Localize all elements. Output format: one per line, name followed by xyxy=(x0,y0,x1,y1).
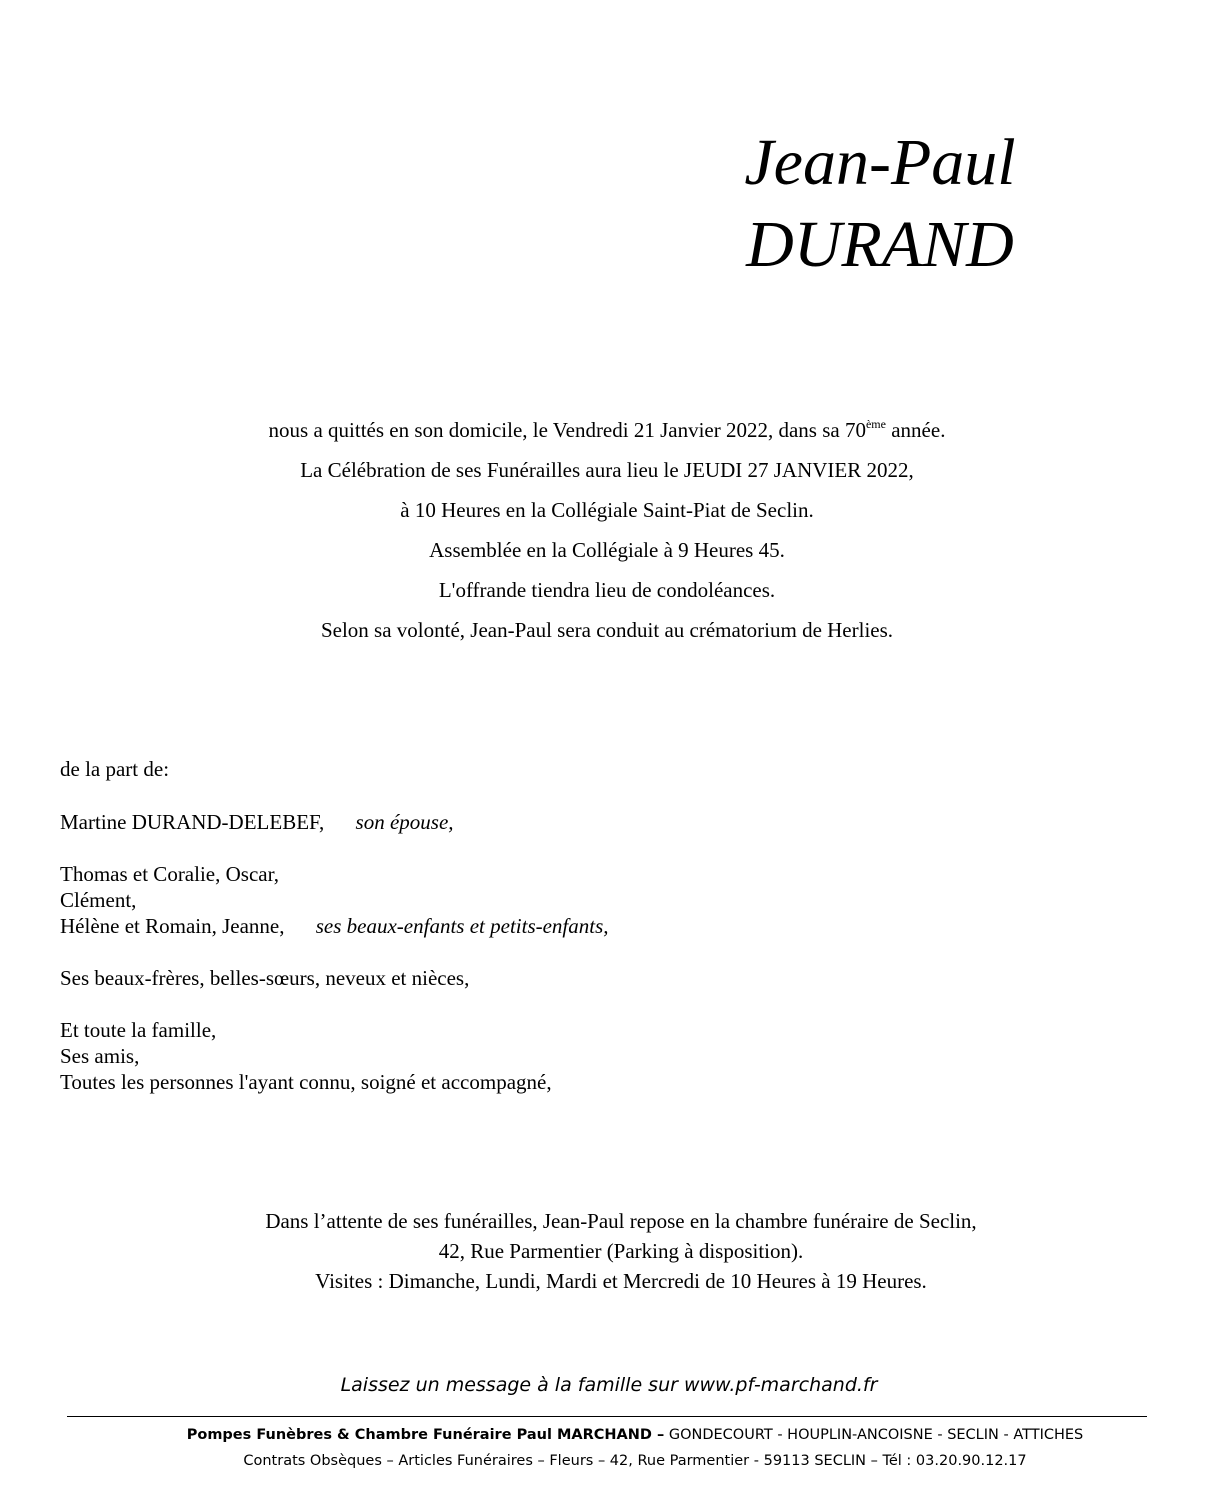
family-children-line-2: Clément, xyxy=(60,888,137,912)
footer-divider xyxy=(67,1416,1147,1417)
visits-line-rest: Dans l’attente de ses funérailles, Jean-Paul repose en la chambre funéraire de Seclin, xyxy=(265,1209,977,1233)
children-relation: ses beaux-enfants et petits-enfants, xyxy=(315,914,609,938)
deceased-first-name: Jean-Paul xyxy=(744,126,1016,199)
announcement-line-celebration: La Célébration de ses Funérailles aura lieu le JEUDI 27 JANVIER 2022, xyxy=(300,458,914,482)
ordinal-suffix: ème xyxy=(865,417,886,431)
announcement-line-assembly: Assemblée en la Collégiale à 9 Heures 45. xyxy=(429,538,785,562)
family-intro: de la part de: xyxy=(60,757,170,781)
announcement-line-crematorium: Selon sa volonté, Jean-Paul sera conduit au crématorium de Herlies. xyxy=(320,618,894,642)
footer-company: Pompes Funèbres & Chambre Funéraire Paul MARCHAND – xyxy=(186,1427,665,1443)
children-names: Hélène et Romain, Jeanne, xyxy=(60,914,285,938)
family-others-line-2: Ses amis, xyxy=(60,1044,140,1068)
family-others-line-1: Et toute la famille, xyxy=(60,1018,217,1042)
death-text-end: année. xyxy=(885,418,946,442)
announcement xyxy=(0,410,1214,650)
family-spouse xyxy=(60,809,1160,835)
announcement-line-offering: L'offrande tiendra lieu de condoléances. xyxy=(438,578,776,602)
visits-info xyxy=(0,1206,1214,1296)
footer-company-line xyxy=(0,1422,1214,1448)
footer-locations: GONDECOURT - HOUPLIN-ANCOISNE - SECLIN - ATTICHES xyxy=(664,1427,1084,1443)
family-others-line-3: Toutes les personnes l'ayant connu, soigné et accompagné, xyxy=(60,1070,552,1094)
death-text: nous a quittés en son domicile, le Vendredi 21 Janvier 2022, dans sa 70 xyxy=(268,418,866,442)
condolence-message-link: Laissez un message à la famille sur www.pf-marchand.fr xyxy=(340,1374,878,1396)
deceased-last-name: DURAND xyxy=(746,208,1014,281)
family-children-line-1: Thomas et Coralie, Oscar, xyxy=(60,862,280,886)
announcement-line-death xyxy=(0,410,1214,450)
family-children-line-3 xyxy=(60,913,1160,939)
visits-line-hours: Visites : Dimanche, Lundi, Mardi et Mercredi de 10 Heures à 19 Heures. xyxy=(315,1269,927,1293)
visits-line-address: 42, Rue Parmentier (Parking à disposition). xyxy=(438,1239,804,1263)
family-inlaws: Ses beaux-frères, belles-sœurs, neveux et nièces, xyxy=(60,966,470,990)
footer xyxy=(0,1422,1214,1474)
spouse-relation: son épouse, xyxy=(355,810,454,834)
footer-services: Contrats Obsèques – Articles Funéraires – Fleurs – 42, Rue Parmentier - 59113 SECLIN – Tél : 03.20.90.12.17 xyxy=(243,1453,1027,1469)
deceased-name xyxy=(700,122,1060,286)
announcement-line-place: à 10 Heures en la Collégiale Saint-Piat de Seclin. xyxy=(400,498,814,522)
spouse-name: Martine DURAND-DELEBEF, xyxy=(60,810,325,834)
family-list xyxy=(60,756,1160,1095)
